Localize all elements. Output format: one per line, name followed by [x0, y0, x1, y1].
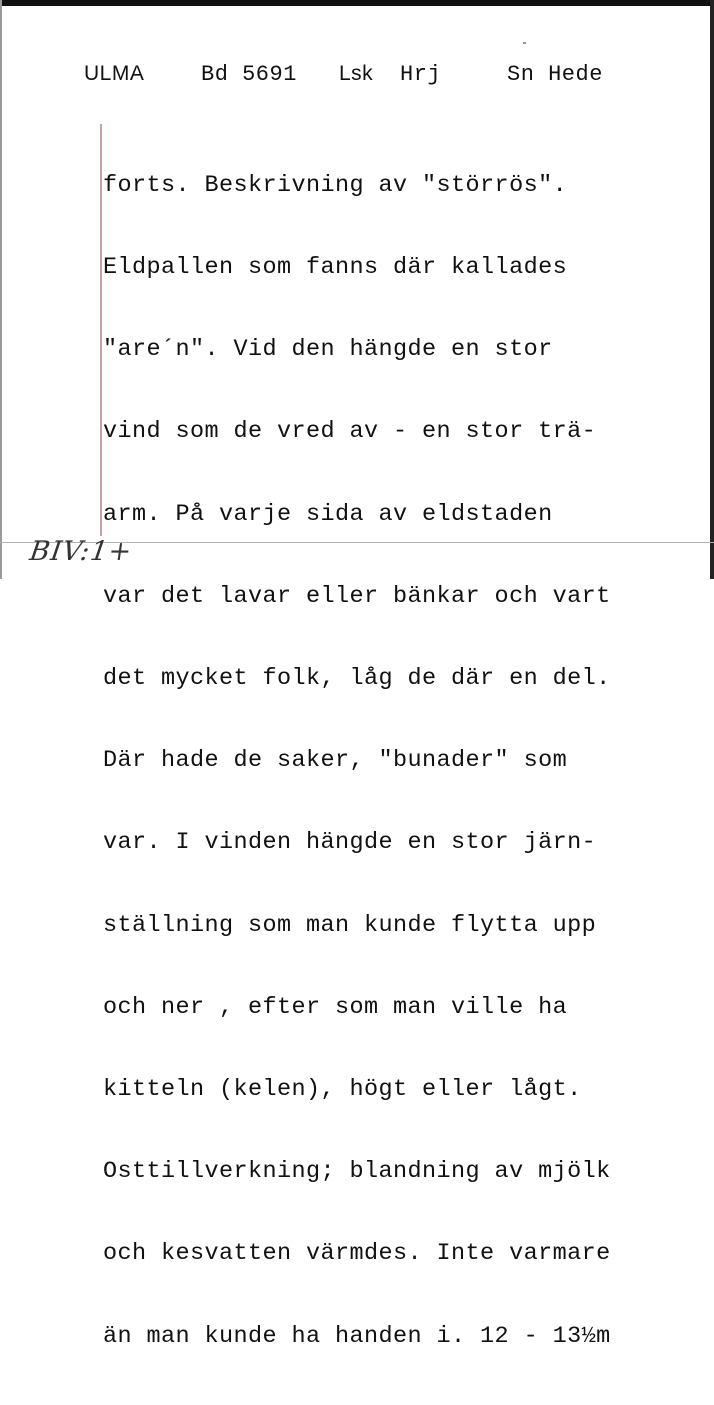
- margin-rule: [100, 124, 102, 536]
- card-left-border: [0, 0, 2, 579]
- text-line: Där hade de saker, "bunader" som: [103, 747, 568, 775]
- text-line: forts. Beskrivning av "störrös".: [103, 171, 568, 199]
- text-line: Osttillverkning; blandning av mjölk: [103, 1158, 611, 1186]
- text-line: arm. På varje sida av eldstaden: [103, 500, 553, 528]
- socken-label: Sn Hede: [507, 62, 603, 87]
- text-line: ställning som man kunde flytta upp: [103, 911, 597, 939]
- text-line: var det lavar eller bänkar och vart: [103, 582, 611, 610]
- text-line: var. I vinden hängde en stor järn-: [103, 829, 597, 857]
- handwritten-reference: BIV:1+: [27, 536, 135, 567]
- card-top-border: [0, 0, 714, 6]
- text-line: kitteln (kelen), högt eller lågt.: [103, 1076, 582, 1104]
- landskap-label: Lsk: [339, 62, 374, 85]
- text-line: och ner , efter som man ville ha: [103, 993, 568, 1021]
- volume-number: Bd 5691: [201, 62, 297, 87]
- text-line: "are´n". Vid den hängde en stor: [103, 336, 553, 364]
- text-line: vind som de vred av - en stor trä-: [103, 418, 597, 446]
- speck-mark: [523, 42, 526, 44]
- typed-description: [103, 117, 611, 1405]
- text-line: och kesvatten värmdes. Inte varmare: [103, 1240, 611, 1268]
- card-right-border: [710, 0, 714, 579]
- text-line: det mycket folk, låg de där en del.: [103, 665, 611, 693]
- collection-code: ULMA: [84, 62, 145, 85]
- text-line: Eldpallen som fanns där kallades: [103, 254, 568, 282]
- harad-label: Hrj: [400, 62, 442, 87]
- text-line: än man kunde ha handen i. 12 - 13½m: [103, 1322, 611, 1350]
